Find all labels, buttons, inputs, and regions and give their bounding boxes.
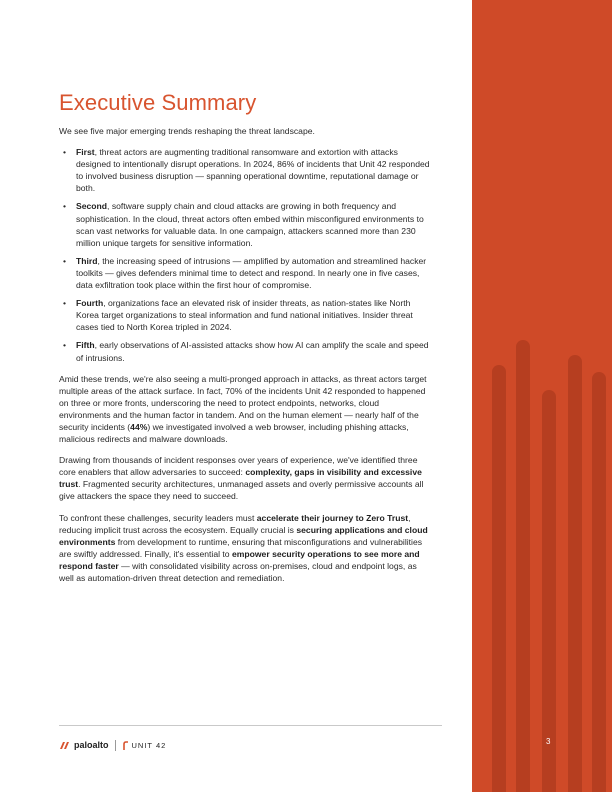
logo-separator — [115, 740, 116, 751]
paloalto-logo — [59, 740, 109, 750]
decorative-side-panel — [472, 0, 612, 792]
paragraph-multi-pronged: Amid these trends, we're also seeing a multi-pronged approach in attacks, as threat actors target multiple areas of the attack surface. In fact, 70% of the incidents Unit 42 responded to happened on three or more fronts, underscoring the need to protect endpoints, networks, cloud environments and the human factor in tandem. And on the human element — nearly half of the security incidents (44%) we investigated involved a web browser, including phishing attacks, malicious redirects and malware downloads. — [59, 373, 427, 445]
trend-list — [59, 146, 431, 364]
unit42-logo — [122, 741, 167, 750]
main-content — [59, 90, 431, 584]
intro-text: We see five major emerging trends reshaping the threat landscape. — [59, 126, 315, 136]
paloalto-mark-icon — [59, 741, 71, 750]
list-item: • Third, the increasing speed of intrusions — amplified by automation and streamlined hacker toolkits — gives defenders minimal time to detect and respond. In nearly one in five cases, data exfiltration took place within the first hour of compromise. — [63, 255, 427, 291]
page-number: 3 — [546, 737, 551, 746]
paragraph-recommendations: To confront these challenges, security leaders must accelerate their journey to Zero Trust, reducing implicit trust across the ecosystem. Equally crucial is securing applications and cloud environments from development to runtime, ensuring that misconfigurations and vulnerabilities are swiftly addressed. Finally, it's essential to empower security operations to see more and respond faster — with consolidated visibility across on-premises, cloud and endpoint logs, as well as automation-driven threat detection and remediation. — [59, 512, 428, 583]
footer-divider — [59, 725, 442, 726]
list-item: • Fourth, organizations face an elevated risk of insider threats, as nation-states like North Korea target organizations to steal information and fund national initiatives. Insider threat cases tied to North Korea tripled in 2024. — [63, 298, 413, 333]
paloalto-wordmark: paloalto — [74, 740, 109, 750]
list-item: • Second, software supply chain and cloud attacks are growing in both frequency and sophistication. In the cloud, threat actors often embed within misconfigured environments to scan vast networks for valuable data. In one campaign, attackers scanned more than 230 million unique targets for sensitive information. — [63, 201, 424, 248]
paragraph-core-enablers: Drawing from thousands of incident responses over years of experience, we've identified three core enablers that allow adversaries to succeed: complexity, gaps in visibility and excessive trust. Fragmented security architectures, unmanaged assets and overly permissive accounts all give attackers the space they need to succeed. — [59, 455, 424, 502]
list-item: • First, threat actors are augmenting traditional ransomware and extortion with attacks designed to intentionally disrupt operations. In 2024, 86% of incidents that Unit 42 responded to involved business disruption — spanning operational downtime, reputational damage or both. — [63, 147, 430, 194]
unit42-mark-icon — [122, 741, 129, 750]
footer-logos — [59, 738, 166, 752]
decorative-bars — [472, 0, 612, 792]
unit42-wordmark: UNIT 42 — [131, 740, 167, 750]
list-item: • Fifth, early observations of AI-assisted attacks show how AI can amplify the scale and speed of intrusions. — [63, 340, 429, 363]
page-title: Executive Summary — [59, 90, 257, 115]
